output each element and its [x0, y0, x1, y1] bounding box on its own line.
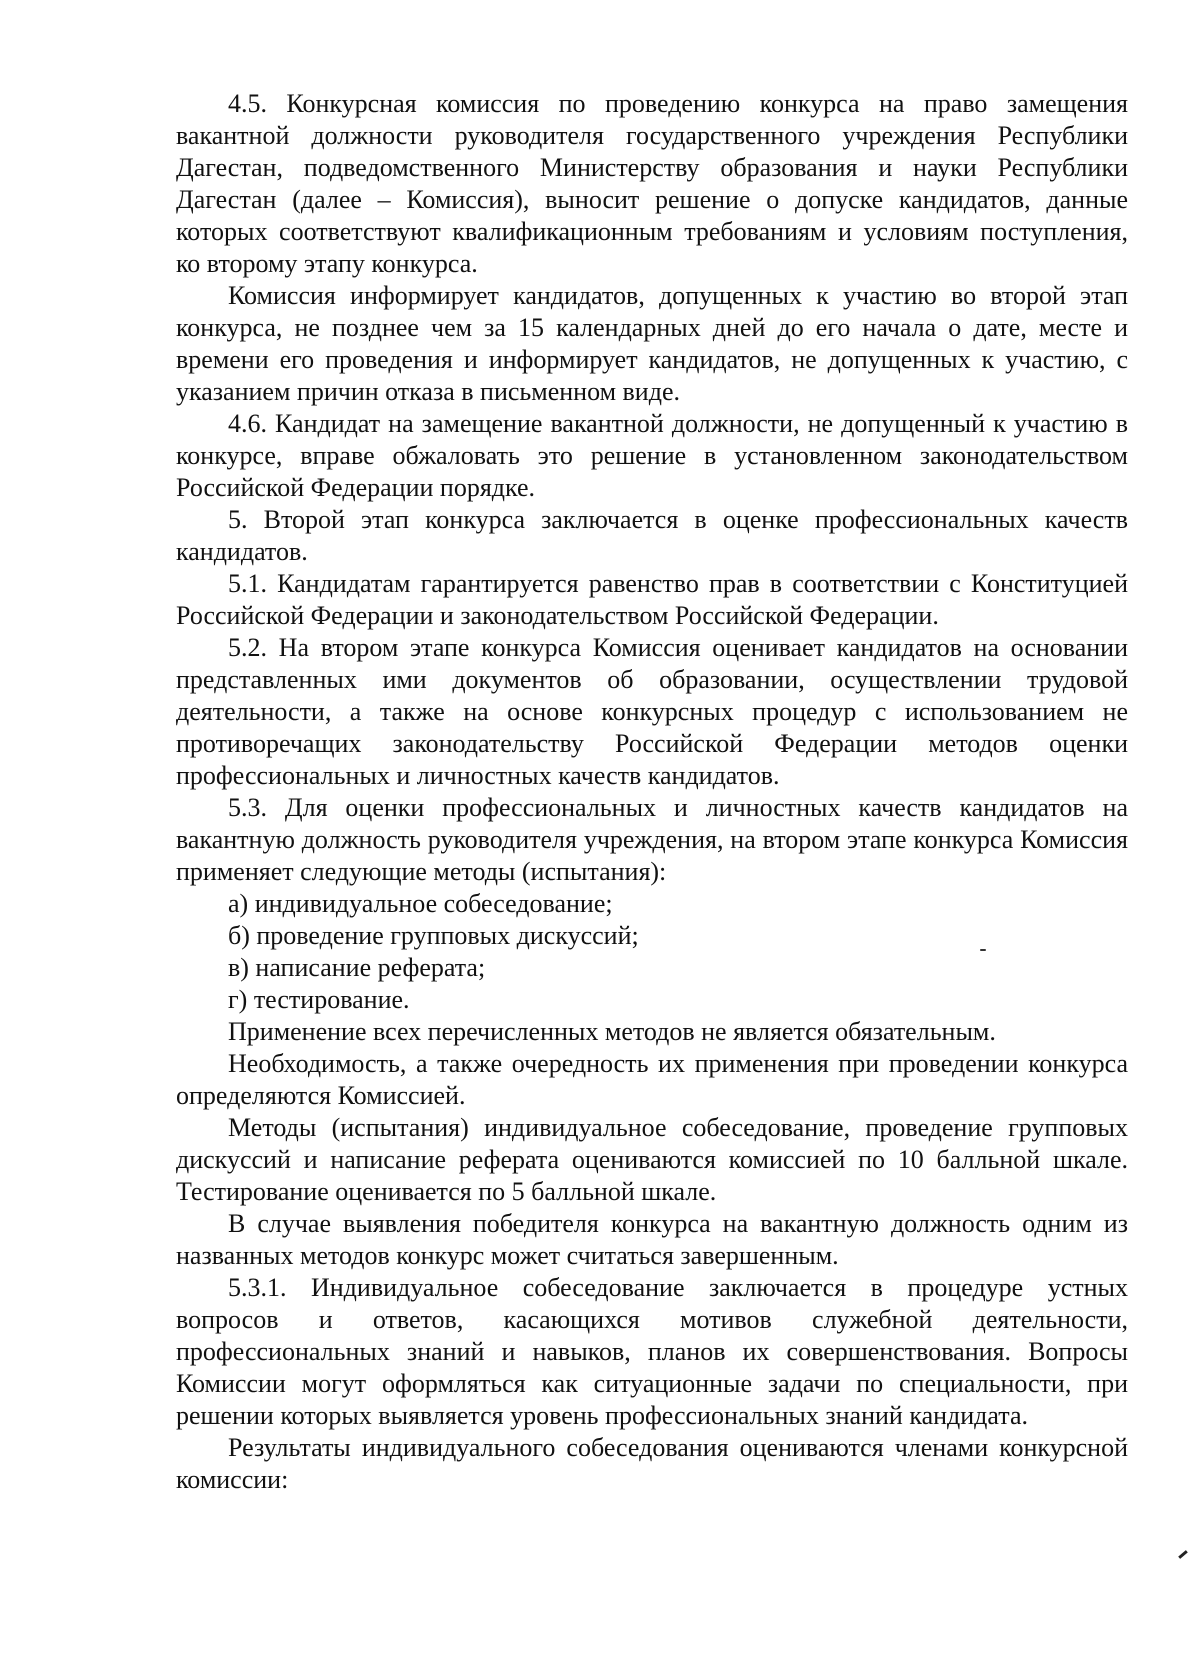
paragraph-commission-informs: Комиссия информирует кандидатов, допущенных к участию во второй этап конкурса, не позднее чем за 15 календарных дней до его начала о дате, месте и времени его проведения и информирует кандидатов, не допущенных к участию, с указанием причин отказа в письменном виде. — [176, 281, 1128, 406]
paragraph-5-1: 5.1. Кандидатам гарантируется равенство прав в соответствии с Конституцией Российской Федерации и законодательством Российской Федерации. — [176, 569, 1128, 630]
paragraph-5-2: 5.2. На втором этапе конкурса Комиссия оценивает кандидатов на основании представленных ими документов об образовании, осуществлении трудовой деятельности, а также на основе конкурсных процедур с использованием не противоречащих законодательству Российской Федерации методов оценки профессиональных и личностных качеств кандидатов. — [176, 633, 1128, 790]
paragraph-4-5: 4.5. Конкурсная комиссия по проведению конкурса на право замещения вакантной должности руководителя государственного учреждения Республики Дагестан, подведомственного Министерству образования и науки Республики Дагестан (далее – Комиссия), выносит решение о допуске кандидатов, данные которых соответствуют квалификационным требованиям и условиям поступления, ко второму этапу конкурса. — [176, 89, 1128, 278]
paragraph-not-mandatory: Применение всех перечисленных методов не является обязательным. — [228, 1017, 996, 1046]
paragraph-necessity: Необходимость, а также очередность их применения при проведении конкурса определяются Комиссией. — [176, 1049, 1128, 1110]
paragraph-5: 5. Второй этап конкурса заключается в оценке профессиональных качеств кандидатов. — [176, 505, 1128, 566]
scan-mark — [1178, 1550, 1188, 1559]
paragraph-4-6: 4.6. Кандидат на замещение вакантной должности, не допущенный к участию в конкурсе, вправе обжаловать это решение в установленном законодательством Российской Федерации порядке. — [176, 409, 1128, 502]
list-item-a: а) индивидуальное собеседование; — [228, 889, 613, 918]
scan-speck — [980, 949, 986, 951]
list-item-v: в) написание реферата; — [228, 953, 486, 982]
list-item-b: б) проведение групповых дискуссий; — [228, 921, 639, 950]
list-item-g: г) тестирование. — [228, 985, 410, 1014]
paragraph-5-3: 5.3. Для оценки профессиональных и личностных качеств кандидатов на вакантную должность руководителя учреждения, на втором этапе конкурса Комиссия применяет следующие методы (испытания): — [176, 793, 1128, 886]
paragraph-results: Результаты индивидуального собеседования оцениваются членами конкурсной комиссии: — [176, 1433, 1128, 1494]
paragraph-methods-scale: Методы (испытания) индивидуальное собеседование, проведение групповых дискуссий и написание реферата оцениваются комиссией по 10 балльной шкале. Тестирование оценивается по 5 балльной шкале. — [176, 1113, 1128, 1206]
document-body — [176, 88, 1128, 1496]
paragraph-5-3-1: 5.3.1. Индивидуальное собеседование заключается в процедуре устных вопросов и ответов, касающихся мотивов служебной деятельности, профессиональных знаний и навыков, планов их совершенствования. Вопросы Комиссии могут оформляться как ситуационные задачи по специальности, при решении которых выявляется уровень профессиональных знаний кандидата. — [176, 1273, 1128, 1430]
paragraph-winner: В случае выявления победителя конкурса на вакантную должность одним из названных методов конкурс может считаться завершенным. — [176, 1209, 1128, 1270]
